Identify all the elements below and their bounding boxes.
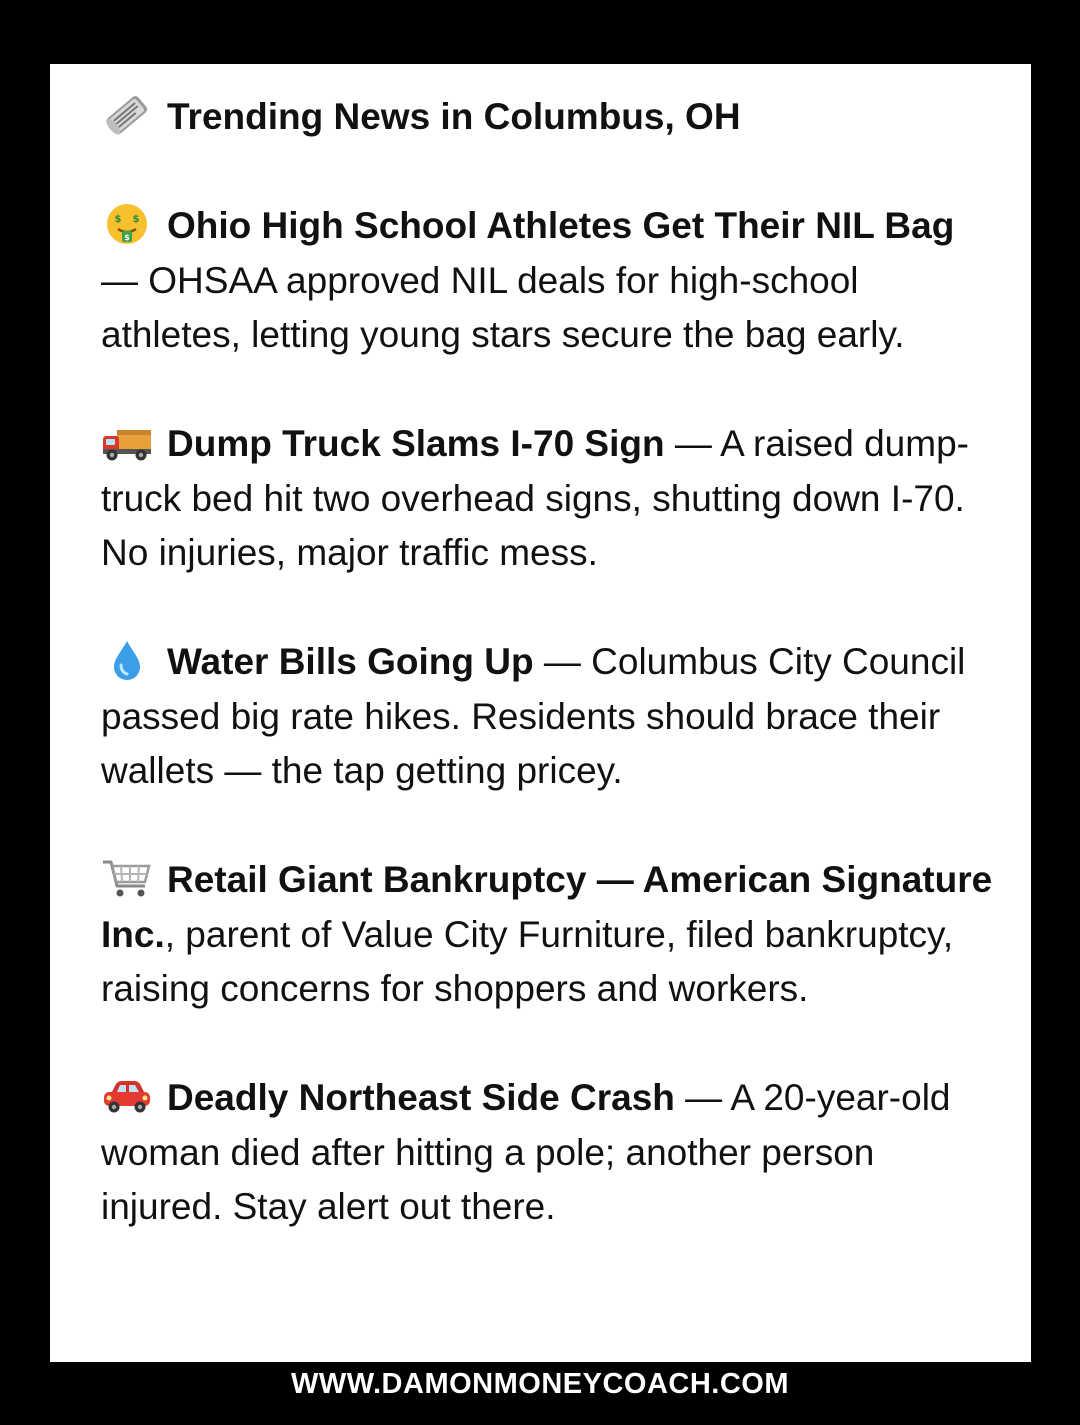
svg-text:$: $: [124, 233, 130, 242]
news-item-dump-truck: [101, 417, 1001, 581]
news-separator: —: [533, 641, 592, 682]
news-body: Columbus City Council passed big rate hikes. Residents should brace their wallets — the tap getting pricey.: [101, 641, 966, 791]
newspaper-icon: [101, 93, 153, 137]
news-body: A raised dump-truck bed hit two overhead signs, shutting down I-70. No injuries, major traffic mess.: [101, 423, 969, 573]
svg-text:$: $: [132, 214, 140, 225]
news-headline: Dump Truck Slams I-70 Sign: [167, 423, 665, 464]
news-separator: —: [101, 259, 149, 301]
news-headline: Ohio High School Athletes Get Their NIL Bag: [167, 205, 955, 246]
page-title: [101, 90, 1001, 145]
news-body: OHSAA approved NIL deals for high-school athletes, letting young stars secure the bag early.: [101, 259, 905, 355]
news-item-crash: [101, 1071, 1001, 1235]
news-headline: Deadly Northeast Side Crash: [167, 1077, 675, 1118]
news-headline: Retail Giant Bankruptcy: [167, 859, 587, 900]
shopping-cart-icon: [101, 856, 153, 900]
footer-website-url: WWW.DAMONMONEYCOACH.COM: [290, 1368, 789, 1400]
news-separator: —: [664, 423, 721, 464]
dump-truck-icon: [101, 420, 153, 464]
news-body: , parent of Value City Furniture, filed bankruptcy, raising concerns for shoppers and workers.: [101, 913, 954, 1009]
news-card: [50, 64, 1031, 1362]
news-body: A 20-year-old woman died after hitting a pole; another person injured. Stay alert out there.: [101, 1077, 951, 1227]
svg-text:$: $: [114, 214, 122, 225]
news-item-nil: [101, 199, 1001, 363]
page-title-text: Trending News in Columbus, OH: [167, 96, 741, 137]
car-icon: [101, 1074, 153, 1118]
news-content: [101, 90, 1001, 1235]
news-headline: Water Bills Going Up: [167, 641, 534, 682]
news-item-water-bills: [101, 635, 1001, 799]
droplet-icon: [101, 638, 153, 682]
news-item-retail-bankruptcy: [101, 853, 1001, 1017]
news-separator: —: [674, 1077, 731, 1118]
money-mouth-face-icon: [101, 202, 153, 246]
news-bold-subject: American Signature Inc.: [101, 859, 993, 955]
news-separator: —: [586, 859, 643, 900]
